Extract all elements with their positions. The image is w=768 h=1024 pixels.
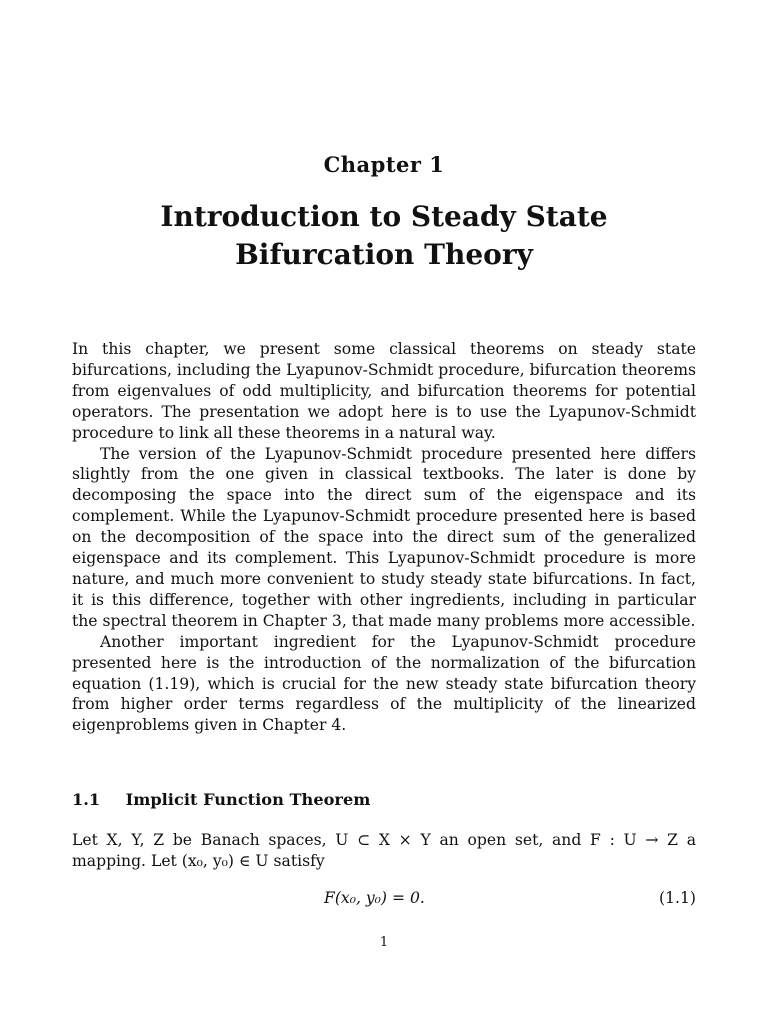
section-heading (72, 790, 370, 809)
chapter-title-line-1: Introduction to Steady State (160, 200, 608, 233)
section-title: Implicit Function Theorem (125, 790, 371, 809)
chapter-label: Chapter 1 (323, 152, 445, 177)
chapter-title-line-2: Bifurcation Theory (235, 238, 533, 271)
chapter-title (0, 198, 768, 274)
intro-paragraph-1: In this chapter, we present some classical theorems on steady state bifurcations, including the Lyapunov-Schmidt procedure, bifurcation theorems from eigenvalues of odd multiplicity, and bifurcation theorems for potential operators. The presentation we adopt here is to use the Lyapunov-Schmidt procedure to link all these theorems in a natural way. (72, 340, 696, 442)
intro-paragraph-2: The version of the Lyapunov-Schmidt procedure presented here differs slightly from the one given in classical textbooks. The later is done by decomposing the space into the direct sum of the eigenspace and its complement. While the Lyapunov-Schmidt procedure presented here is based on the decomposition of the space into the direct sum of the generalized eigenspace and its complement. This Lyapunov-Schmidt procedure is more nature, and much more convenient to study steady state bifurcations. In fact, it is this difference, together with other ingredients, including in particular the spectral theorem in Chapter 3, that made many problems more accessible. (72, 444, 696, 630)
equation-number: (1.1) (659, 889, 696, 907)
section-number: 1.1 (72, 790, 101, 809)
section-paragraph: Let X, Y, Z be Banach spaces, U ⊂ X × Y an open set, and F : U → Z a mapping. Let (x₀, y₀) ∈ U satisfy (72, 831, 696, 870)
chapter-introduction (72, 339, 696, 736)
intro-paragraph-3: Another important ingredient for the Lyapunov-Schmidt procedure presented here is the introduction of the normalization of the bifurcation equation (1.19), which is crucial for the new steady state bifurcation theory from higher order terms regardless of the multiplicity of the linearized eigenproblems given in Chapter 4. (72, 632, 696, 735)
page-number: 1 (379, 935, 389, 950)
equation-expression: F(x₀, y₀) = 0. (324, 889, 425, 907)
